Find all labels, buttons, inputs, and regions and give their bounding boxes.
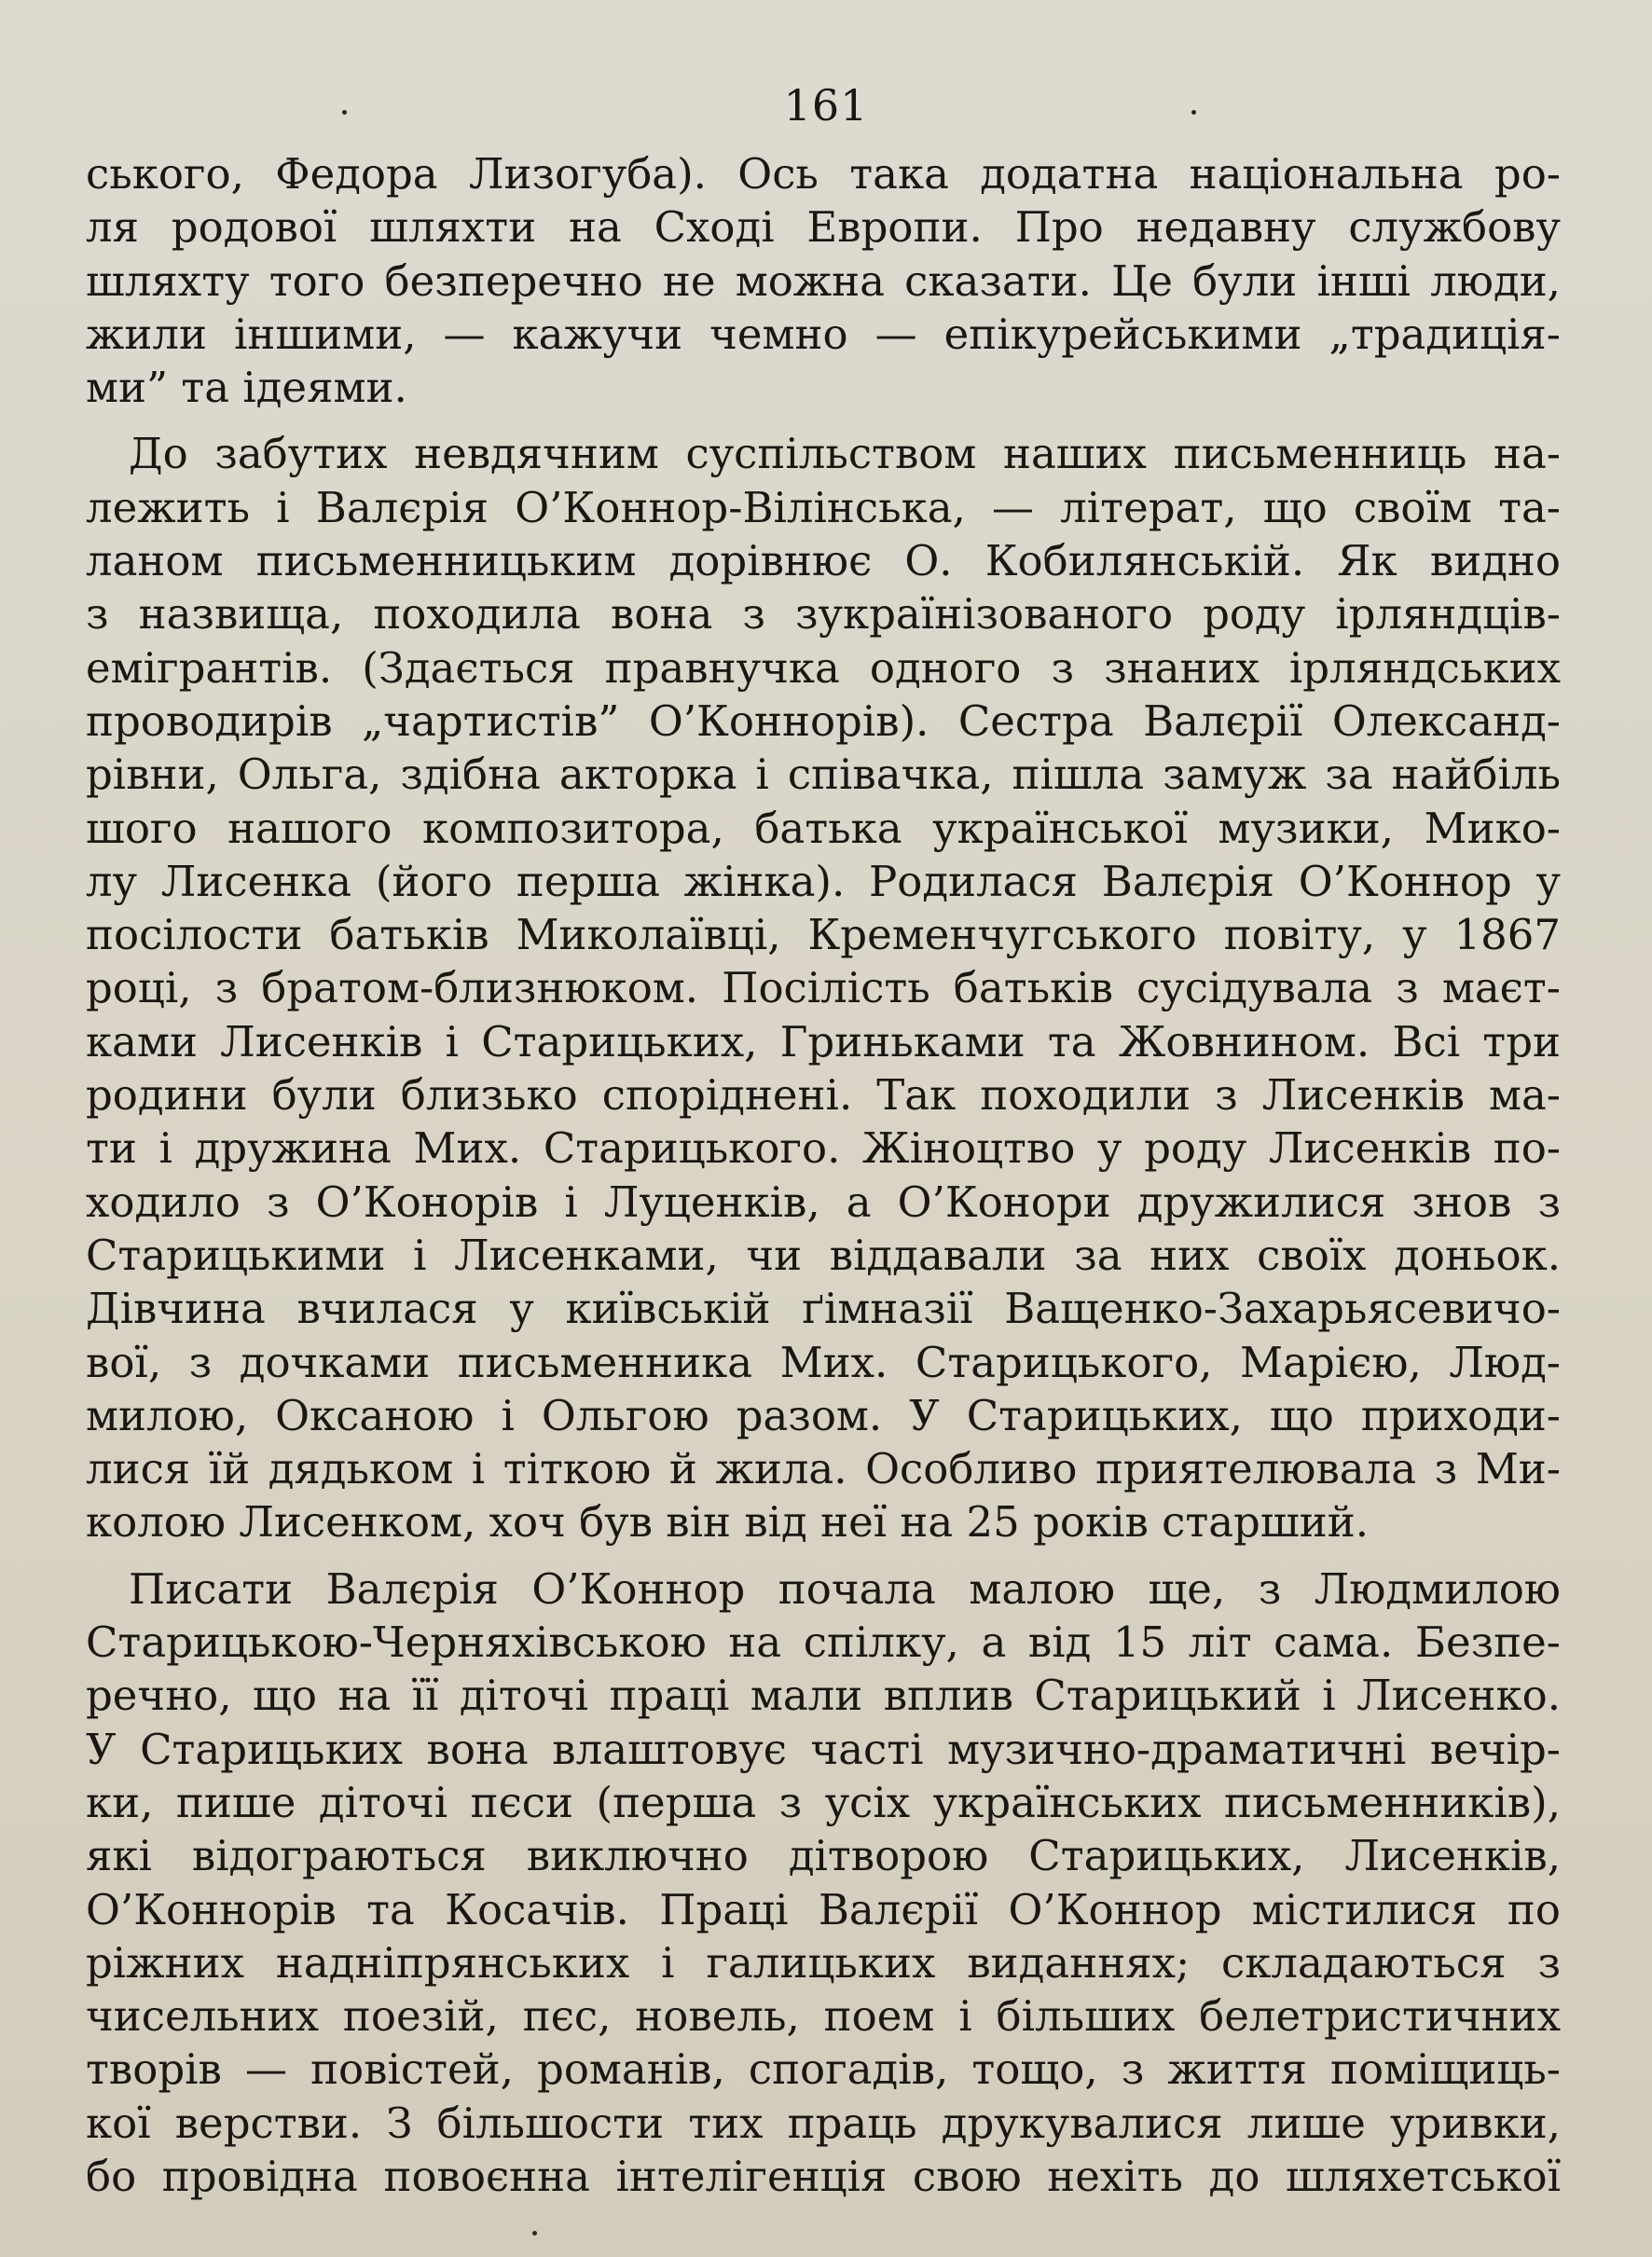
text-line: милою, Оксаною і Ольгою разом. У Старицьких, що приходи-: [86, 1390, 1561, 1440]
text-line: вої, з дочками письменника Мих. Старицького, Марією, Люд-: [86, 1337, 1561, 1387]
text-line: О’Коннорів та Косачів. Праці Валєрії О’Коннор містилися по: [86, 1884, 1561, 1934]
text-line: ського, Федора Лизогуба). Ось така додатна національна ро-: [86, 149, 1561, 199]
text-line: ти і дружина Мих. Старицького. Жіноцтво у роду Лисенків по-: [86, 1123, 1561, 1174]
text-line: творів — повістей, романів, спогадів, тощо, з життя поміщиць-: [86, 2044, 1561, 2095]
text-line: ріжних надніпрянських і галицьких виданнях; складаються з: [86, 1937, 1561, 1988]
text-line: які відограються виключно дітворою Старицьких, Лисенків,: [86, 1831, 1561, 1881]
print-speck: [532, 2231, 537, 2236]
text-line: році, з братом-близнюком. Посілість батьків сусідувала з маєт-: [86, 963, 1561, 1013]
text-line: родини були близько споріднені. Так походили з Лисенків ма-: [86, 1070, 1561, 1121]
text-line: шого нашого композитора, батька української музики, Мико-: [86, 803, 1561, 853]
text-line: посілости батьків Миколаївці, Кременчугського повіту, у 1867: [86, 910, 1561, 960]
text-line: кої верстви. З більшости тих праць друкувалися лише уривки,: [86, 2098, 1561, 2148]
text-line: Писати Валєрія О’Коннор почала малою ще, з Людмилою: [129, 1563, 1561, 1614]
text-line: з назвища, походила вона з зукраїнізованого роду ірляндців-: [86, 589, 1561, 640]
text-line: лися їй дядьком і тіткою й жила. Особливо приятелювала з Ми-: [86, 1444, 1561, 1494]
text-line: У Старицьких вона влаштовує часті музично-драматичні вечір-: [86, 1724, 1561, 1774]
text-line: чисельних поезій, пєс, новель, поем і більших белетристичних: [86, 1991, 1561, 2042]
text-line: ля родової шляхти на Сході Европи. Про недавну службову: [86, 202, 1561, 253]
text-line: бо провідна повоєнна інтелігенція свою нехіть до шляхетської: [86, 2151, 1561, 2201]
text-line: Старицькими і Лисенками, чи віддавали за них своїх доньок.: [86, 1230, 1561, 1280]
body-text: [86, 147, 1561, 2203]
text-line: проводирів „чартистів” О’Коннорів). Сестра Валєрії Олександ-: [86, 695, 1561, 746]
text-line: ланом письменницьким дорівнює О. Кобилянській. Як видно: [86, 536, 1561, 586]
text-line: ходило з О’Конорів і Луценків, а О’Конори дружилися знов з: [86, 1177, 1561, 1227]
page-number: 161: [783, 80, 869, 131]
text-line: колою Лисенком, хоч був він від неї на 25 років старший.: [86, 1497, 1369, 1548]
print-speck: [342, 110, 347, 115]
text-line: емігрантів. (Здається правнучка одного з знаних ірляндських: [86, 642, 1561, 693]
text-line: жили іншими, — кажучи чемно — епікурейськими „традиція-: [86, 309, 1561, 359]
text-line: Старицькою-Черняхівською на спілку, а від 15 літ сама. Безпе-: [86, 1617, 1561, 1668]
text-line: ми” та ідеями.: [86, 363, 407, 413]
text-line: До забутих невдячним суспільством наших письменниць на-: [129, 429, 1561, 479]
text-line: шляхту того безперечно не можна сказати. Це були інші люди,: [86, 255, 1561, 306]
text-line: рівни, Ольга, здібна акторка і співачка, пішла замуж за найбіль: [86, 750, 1561, 800]
print-speck: [1191, 110, 1196, 115]
text-line: ки, пише діточі пєси (перша з усіх українських письменників),: [86, 1777, 1561, 1827]
text-line: лу Лисенка (його перша жінка). Родилася Валєрія О’Коннор у: [86, 856, 1561, 906]
text-line: лежить і Валєрія О’Коннор-Вілінська, — літерат, що своїм та-: [86, 482, 1561, 532]
text-line: Дівчина вчилася у київській ґімназії Ващенко-Захарьясевичо-: [86, 1284, 1561, 1334]
text-line: речно, що на її діточі праці мали вплив Старицький і Лисенко.: [86, 1671, 1561, 1721]
text-line: ками Лисенків і Старицьких, Гриньками та Жовнином. Всі три: [86, 1016, 1561, 1067]
